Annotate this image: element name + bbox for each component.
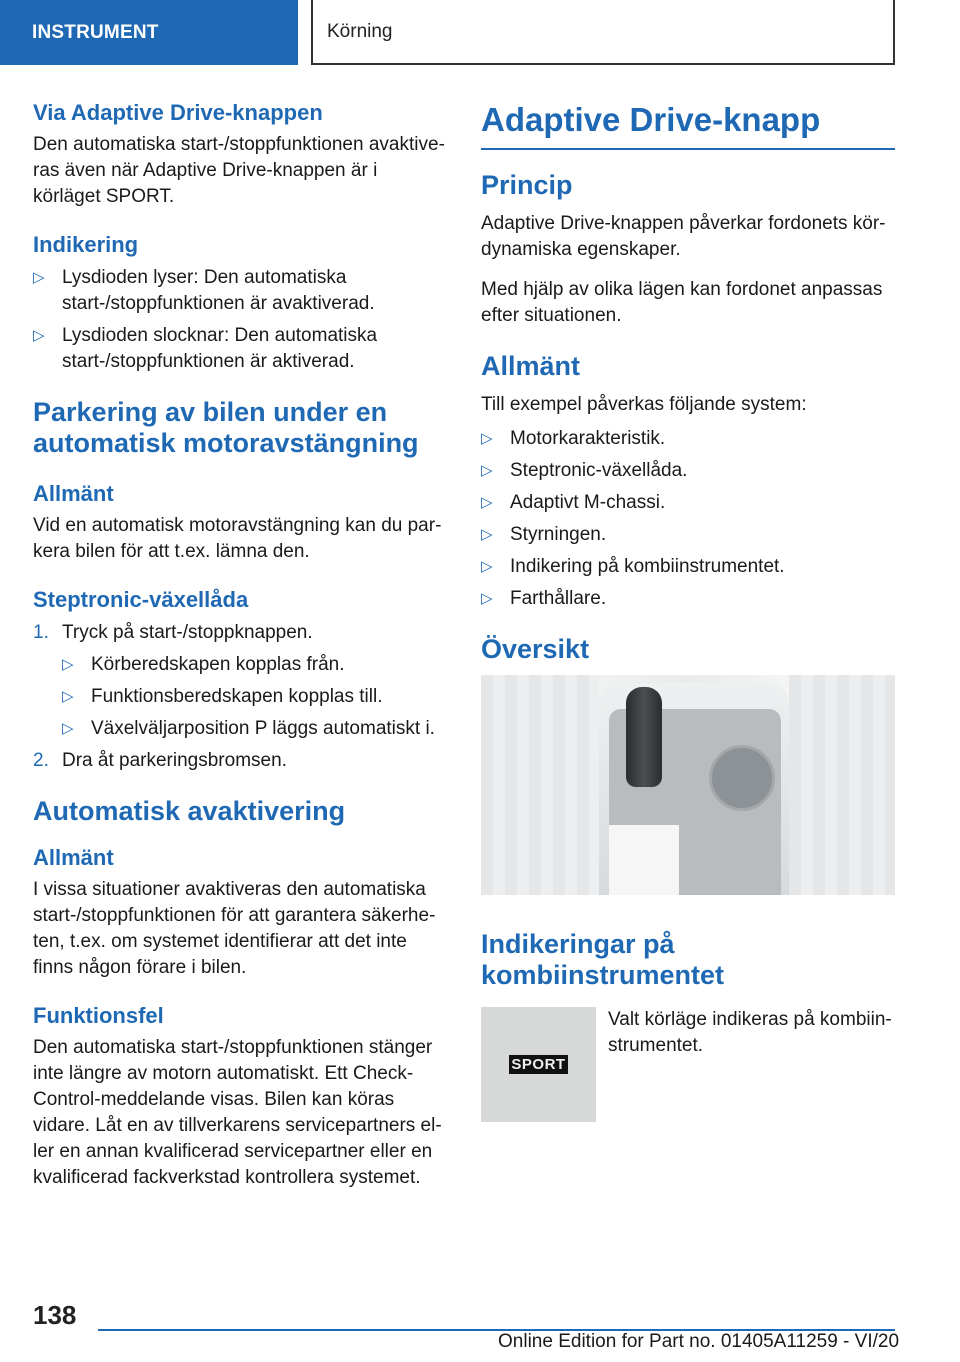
allmant1-text: Vid en automatisk motoravstängning kan du parkera bilen för att t.ex. lämna den. bbox=[33, 515, 442, 563]
list-item: ▷ Steptronic-växellåda. bbox=[481, 458, 895, 484]
list-item: ▷ Funktionsberedskapen kopplas till. bbox=[62, 684, 445, 710]
triangle-right-icon: ▷ bbox=[481, 461, 493, 479]
princip-p1: Adaptive Drive-knappen påverkar fordonets kördynamiska egenskaper. bbox=[481, 212, 886, 260]
list-item: ▷ Indikering på kombiinstrumentet. bbox=[481, 554, 895, 580]
step-number: 1. bbox=[33, 621, 49, 643]
list-item: ▷ Körberedskapen kopplas från. bbox=[62, 652, 445, 678]
indikering-list bbox=[33, 265, 445, 375]
controller-wheel bbox=[709, 745, 775, 811]
allmant-title: Allmänt bbox=[481, 350, 581, 381]
list-item: ▷ Motorkarakteristik. bbox=[481, 426, 895, 452]
triangle-right-icon: ▷ bbox=[481, 557, 493, 575]
triangle-right-icon: ▷ bbox=[62, 719, 74, 737]
allmant-intro: Till exempel påverkas följande system: bbox=[481, 393, 807, 415]
oversikt-title: Översikt bbox=[481, 633, 590, 664]
princip-p2: Med hjälp av olika lägen kan fordonet anpassas efter situationen. bbox=[481, 278, 883, 326]
princip-title: Princip bbox=[481, 169, 573, 200]
triangle-right-icon: ▷ bbox=[62, 655, 74, 673]
parkering-title: Parkering av bilen under en automatisk motoravstängning bbox=[33, 396, 419, 458]
list-item: ▷ Adaptivt M-chassi. bbox=[481, 490, 895, 516]
allmant2-section bbox=[33, 845, 445, 981]
step-item: 2. Dra åt parkeringsbromsen. bbox=[33, 748, 445, 774]
allmant1-title: Allmänt bbox=[33, 480, 114, 506]
ind-text: Valt körläge indikeras på kombiinstrumentet. bbox=[608, 1008, 892, 1056]
triangle-right-icon: ▷ bbox=[481, 493, 493, 511]
list-item: ▷ Styrningen. bbox=[481, 522, 895, 548]
sport-label: SPORT bbox=[511, 1055, 566, 1073]
seat-right bbox=[789, 675, 895, 895]
triangle-right-icon: ▷ bbox=[62, 687, 74, 705]
sport-display-image bbox=[481, 1007, 596, 1122]
funktionsfel-text: Den automatiska start-/stoppfunktionen stänger inte längre av motorn automatiskt. Ett Check-Control-meddelande visas. Bilen kan köras vidare. Låt en av tillverkarens servicepartners eller en annan kvalificerad servicepartner eller en kvalificerad fackverkstad kontrollera systemet. bbox=[33, 1037, 442, 1189]
allmant2-title: Allmänt bbox=[33, 844, 114, 870]
header-section: INSTRUMENT bbox=[0, 0, 298, 65]
main-title: Adaptive Drive-knapp bbox=[481, 100, 895, 150]
via-section bbox=[33, 100, 445, 210]
list-item: ▷ Lysdioden lyser: Den automatiska start-/stoppfunktionen är avaktiverad. bbox=[33, 266, 375, 314]
triangle-right-icon: ▷ bbox=[481, 525, 493, 543]
allmant-list bbox=[481, 426, 895, 612]
funktionsfel-section bbox=[33, 1003, 445, 1191]
steptronic-steps bbox=[33, 620, 445, 774]
footer-edition: Online Edition for Part no. 01405A11259 - VI/20 bbox=[498, 1331, 900, 1352]
allmant1-section bbox=[33, 481, 445, 565]
princip-section bbox=[481, 170, 895, 329]
indicator-row bbox=[481, 1007, 895, 1122]
via-text: Den automatiska start-/stoppfunktionen avaktiveras även när Adaptive Drive-knappen är i körläget SPORT. bbox=[33, 134, 445, 208]
funktionsfel-title: Funktionsfel bbox=[33, 1003, 164, 1029]
allmant2-text: I vissa situationer avaktiveras den automatiska start-/stoppfunktionen för att garantera säkerheten, t.ex. om systemet identifierar att det inte finns någon förare i bilen. bbox=[33, 879, 436, 979]
left-column bbox=[33, 100, 445, 1213]
step1-sublist bbox=[62, 652, 445, 742]
storage-tray bbox=[609, 825, 679, 895]
header-chapter: Körning bbox=[311, 0, 895, 65]
via-title: Via Adaptive Drive-knappen bbox=[33, 100, 323, 125]
triangle-right-icon: ▷ bbox=[481, 589, 493, 607]
triangle-right-icon: ▷ bbox=[33, 268, 45, 286]
page-number: 138 bbox=[33, 1300, 77, 1330]
steptronic-section bbox=[33, 587, 445, 773]
steptronic-title: Steptronic-växellåda bbox=[33, 587, 249, 613]
list-item: ▷ Lysdioden slocknar: Den automatiska start-/stoppfunktionen är aktiverad. bbox=[33, 324, 378, 372]
autoavakt-title: Automatisk avaktivering bbox=[33, 795, 346, 826]
triangle-right-icon: ▷ bbox=[481, 429, 493, 447]
ind-title: Indikeringar på kombiinstrumentet bbox=[481, 928, 725, 990]
allmant-section bbox=[481, 351, 895, 612]
gear-selector-photo bbox=[481, 675, 895, 895]
indikering-section bbox=[33, 232, 445, 374]
seat-left bbox=[481, 675, 599, 895]
indikering-title: Indikering bbox=[33, 232, 139, 258]
list-item: ▷ Farthållare. bbox=[481, 586, 895, 612]
step-item: 1. Tryck på start-/stoppknappen. ▷ Körberedskapen kopplas från. ▷ Funktionsberedskapen kopplas till. ▷ Växelväljarposition P läggs automatiskt i. bbox=[33, 620, 445, 742]
triangle-right-icon: ▷ bbox=[33, 326, 45, 344]
list-item: ▷ Växelväljarposition P läggs automatiskt i. bbox=[62, 716, 445, 742]
gear-selector-knob bbox=[626, 687, 662, 787]
step-number: 2. bbox=[33, 749, 49, 771]
right-column bbox=[481, 100, 895, 1122]
